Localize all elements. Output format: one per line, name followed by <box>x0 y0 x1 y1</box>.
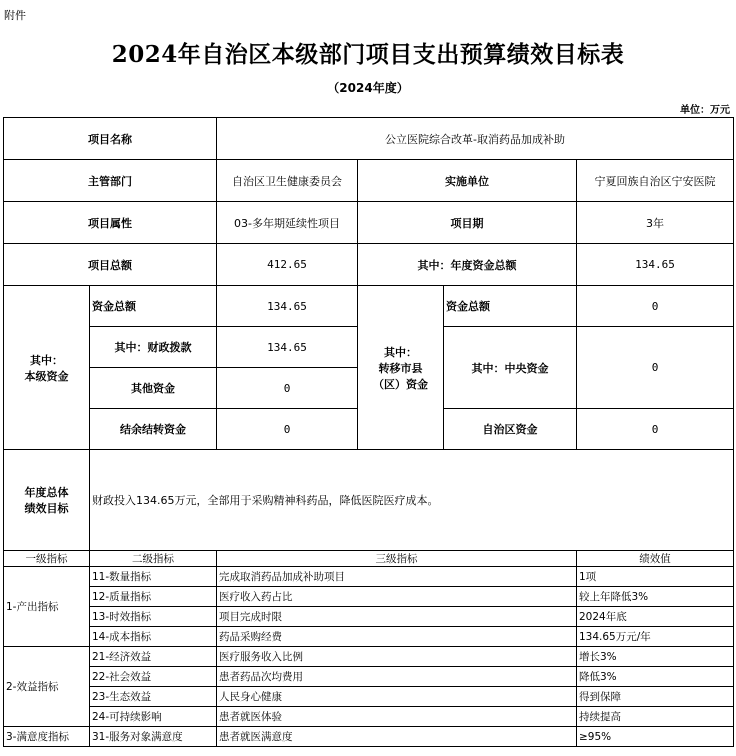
period-value: 3年 <box>577 202 734 244</box>
row-project-name <box>4 118 734 160</box>
carry-value: 0 <box>217 409 358 450</box>
other-label: 其他资金 <box>90 368 217 409</box>
indicator-header-row <box>4 551 734 567</box>
value-cell: 增长3% <box>577 647 734 667</box>
local-funds-label: 其中： 本级资金 <box>4 286 90 450</box>
table-row <box>4 647 734 667</box>
level2-cell: 11-数量指标 <box>90 567 217 587</box>
total-label: 项目总额 <box>4 244 217 286</box>
level3-cell: 人民身心健康 <box>217 687 577 707</box>
level2-cell: 12-质量指标 <box>90 587 217 607</box>
table-row <box>4 607 734 627</box>
row-department <box>4 160 734 202</box>
region-label: 自治区资金 <box>444 409 577 450</box>
table-row <box>4 627 734 647</box>
impl-value: 宁夏回族自治区宁安医院 <box>577 160 734 202</box>
central-label: 其中：中央资金 <box>444 327 577 409</box>
page-subtitle: （2024年度） <box>327 81 409 95</box>
level2-cell: 24-可持续影响 <box>90 707 217 727</box>
level2-cell: 31-服务对象满意度 <box>90 727 217 747</box>
table-row <box>4 687 734 707</box>
level3-cell: 患者药品次均费用 <box>217 667 577 687</box>
table-row <box>4 567 734 587</box>
level3-cell: 医疗收入药占比 <box>217 587 577 607</box>
level1-cell: 3-满意度指标 <box>4 727 90 747</box>
table-row <box>4 667 734 687</box>
value-cell: 持续提高 <box>577 707 734 727</box>
transfer-total-value: 0 <box>577 286 734 327</box>
value-cell: ≥95% <box>577 727 734 747</box>
value-cell: 降低3% <box>577 667 734 687</box>
transfer-funds-label: 其中： 转移市县 （区）资金 <box>358 286 444 450</box>
header-level2: 二级指标 <box>90 551 217 567</box>
header-level3: 三级指标 <box>217 551 577 567</box>
annual-label: 其中：年度资金总额 <box>358 244 577 286</box>
page-title: 2024年自治区本级部门项目支出预算绩效目标表 <box>111 41 625 68</box>
carry-label: 结余结转资金 <box>90 409 217 450</box>
row-total <box>4 244 734 286</box>
dept-value: 自治区卫生健康委员会 <box>217 160 358 202</box>
level3-cell: 药品采购经费 <box>217 627 577 647</box>
period-label: 项目期 <box>358 202 577 244</box>
value-cell: 1项 <box>577 567 734 587</box>
level2-cell: 14-成本指标 <box>90 627 217 647</box>
level1-cell: 1-产出指标 <box>4 567 90 647</box>
project-name-value: 公立医院综合改革-取消药品加成补助 <box>217 118 734 160</box>
value-cell: 134.65万元/年 <box>577 627 734 647</box>
level1-cell: 2-效益指标 <box>4 647 90 727</box>
total-value: 412.65 <box>217 244 358 286</box>
value-cell: 2024年底 <box>577 607 734 627</box>
row-funds-1 <box>4 286 734 327</box>
value-cell: 较上年降低3% <box>577 587 734 607</box>
row-attribute <box>4 202 734 244</box>
level3-cell: 医疗服务收入比例 <box>217 647 577 667</box>
impl-label: 实施单位 <box>358 160 577 202</box>
region-value: 0 <box>577 409 734 450</box>
attr-label: 项目属性 <box>4 202 217 244</box>
attr-value: 03-多年期延续性项目 <box>217 202 358 244</box>
level2-cell: 23-生态效益 <box>90 687 217 707</box>
annual-value: 134.65 <box>577 244 734 286</box>
attachment-label: 附件 <box>4 9 26 22</box>
project-name-label: 项目名称 <box>4 118 217 160</box>
fiscal-label: 其中：财政拨款 <box>90 327 217 368</box>
unit-label: 单位：万元 <box>680 105 730 116</box>
goal-text: 财政投入134.65万元，全部用于采购精神科药品，降低医院医疗成本。 <box>90 450 734 551</box>
level2-cell: 13-时效指标 <box>90 607 217 627</box>
goal-label: 年度总体 绩效目标 <box>4 450 90 551</box>
header-level1: 一级指标 <box>4 551 90 567</box>
level2-cell: 22-社会效益 <box>90 667 217 687</box>
central-value: 0 <box>577 327 734 409</box>
table-row <box>4 587 734 607</box>
row-goal <box>4 450 734 551</box>
fund-total-label: 资金总额 <box>90 286 217 327</box>
fiscal-value: 134.65 <box>217 327 358 368</box>
table-row <box>4 727 734 747</box>
level3-cell: 患者就医满意度 <box>217 727 577 747</box>
table-row <box>4 707 734 727</box>
performance-table <box>3 117 734 747</box>
transfer-total-label: 资金总额 <box>444 286 577 327</box>
dept-label: 主管部门 <box>4 160 217 202</box>
level3-cell: 项目完成时限 <box>217 607 577 627</box>
value-cell: 得到保障 <box>577 687 734 707</box>
level3-cell: 患者就医体验 <box>217 707 577 727</box>
level2-cell: 21-经济效益 <box>90 647 217 667</box>
fund-total-value: 134.65 <box>217 286 358 327</box>
level3-cell: 完成取消药品加成补助项目 <box>217 567 577 587</box>
header-value: 绩效值 <box>577 551 734 567</box>
other-value: 0 <box>217 368 358 409</box>
